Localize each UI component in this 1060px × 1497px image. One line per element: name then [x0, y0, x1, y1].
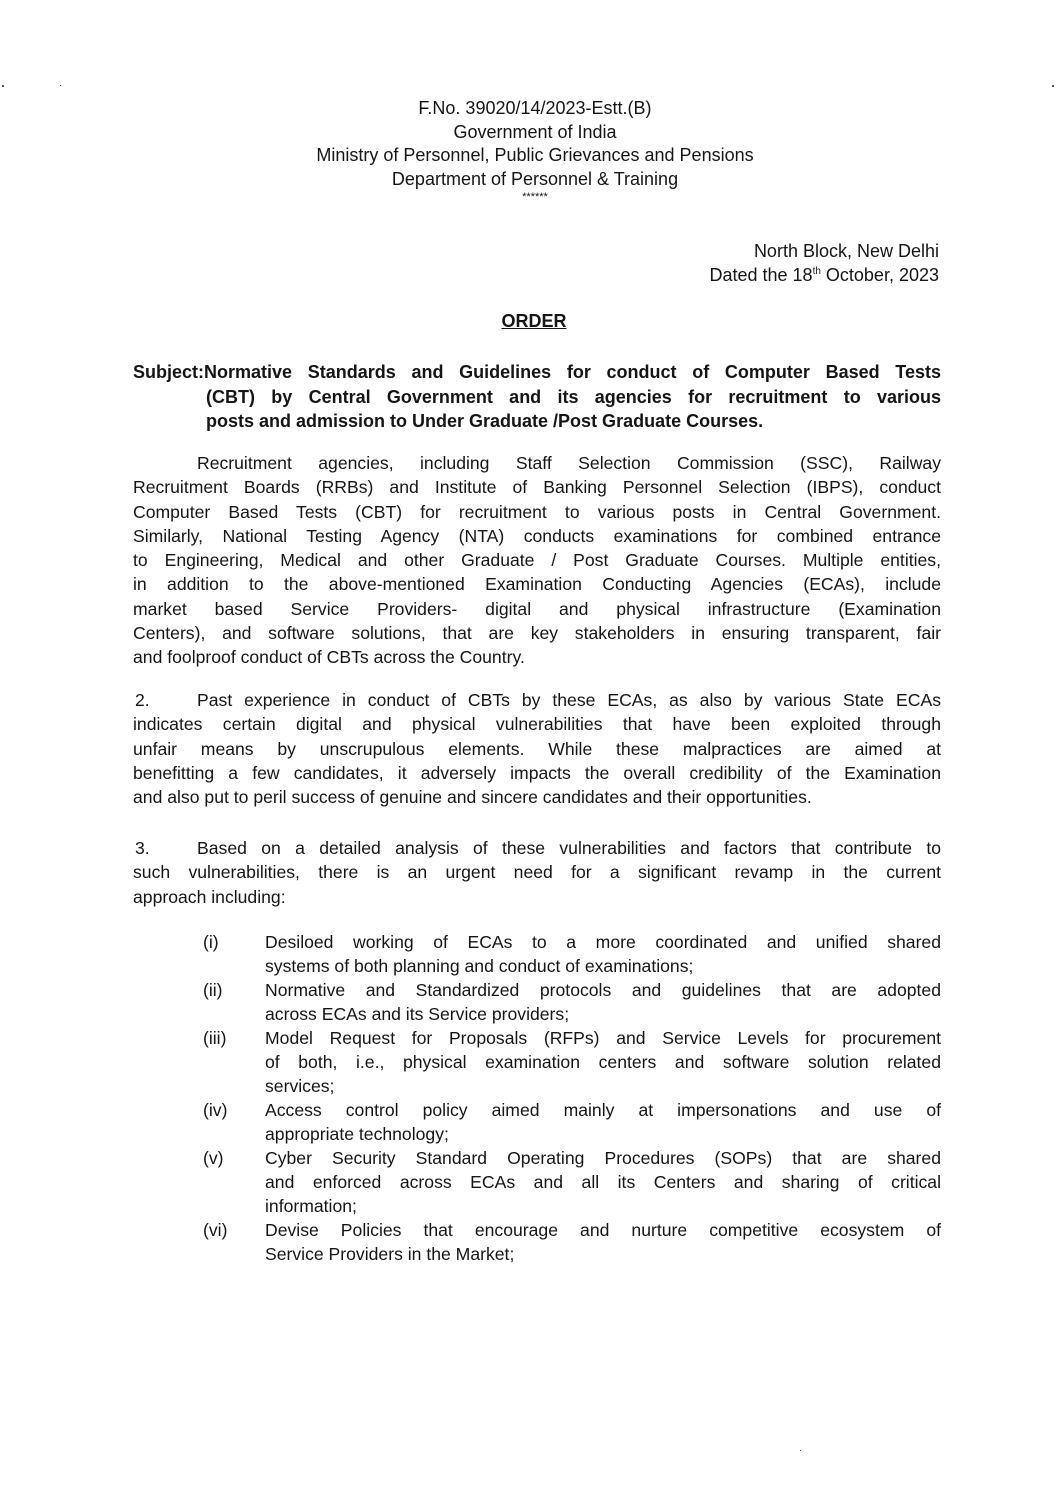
- government-name: Government of India: [453, 121, 617, 142]
- date-prefix: Dated the 18: [709, 265, 813, 285]
- text-line: unfair means by unscrupulous elements. While these malpractices are aimed at: [133, 738, 941, 759]
- text-line: Based on a detailed analysis of these vulnerabilities and factors that contribute to: [197, 838, 941, 858]
- date-superscript: th: [812, 266, 821, 277]
- scan-speck: [800, 1450, 801, 1451]
- text-line: Similarly, National Testing Agency (NTA) conducts examinations for combined entrance: [133, 525, 941, 546]
- text-line: Access control policy aimed mainly at impersonations and use of: [265, 1100, 941, 1120]
- text-line: and enforced across ECAs and all its Centers and sharing of critical: [265, 1172, 941, 1192]
- text-line: Service Providers in the Market;: [265, 1244, 515, 1264]
- list-label: (i): [203, 932, 219, 952]
- text-line: information;: [265, 1196, 357, 1216]
- list-item: [203, 1026, 941, 1098]
- list-item: [203, 1146, 941, 1218]
- text-line: appropriate technology;: [265, 1124, 449, 1144]
- text-line: Cyber Security Standard Operating Procedures (SOPs) that are shared: [265, 1148, 941, 1168]
- paragraph-3: [133, 836, 941, 909]
- paragraph-number: 3.: [135, 838, 150, 858]
- subject-line: Subject:Normative Standards and Guidelines for conduct of Computer Based Tests: [133, 362, 941, 382]
- approach-list: [203, 930, 941, 1266]
- text-line: Recruitment agencies, including Staff Selection Commission (SSC), Railway: [197, 453, 941, 473]
- document-title: ORDER: [501, 311, 567, 331]
- text-line: to Engineering, Medical and other Graduate / Post Graduate Courses. Multiple entities,: [133, 550, 941, 571]
- subject-line: (CBT) by Central Government and its agencies for recruitment to various: [206, 386, 941, 407]
- list-label: (iii): [203, 1028, 227, 1048]
- text-line: Past experience in conduct of CBTs by these ECAs, as also by various State ECAs: [197, 690, 941, 710]
- date-suffix: October, 2023: [820, 265, 939, 285]
- subject-line: posts and admission to Under Graduate /Post Graduate Courses.: [206, 411, 764, 431]
- list-item: [203, 1098, 941, 1146]
- text-line: in addition to the above-mentioned Examination Conducting Agencies (ECAs), include: [133, 574, 941, 595]
- paragraph-number: 2.: [135, 690, 150, 710]
- list-label: (v): [203, 1148, 224, 1168]
- subject: [133, 360, 941, 434]
- list-label: (vi): [203, 1220, 228, 1240]
- text-line: across ECAs and its Service providers;: [265, 1004, 570, 1024]
- place: North Block, New Delhi: [753, 241, 939, 261]
- separator: ******: [522, 191, 548, 203]
- list-label: (ii): [203, 980, 223, 1000]
- text-line: benefitting a few candidates, it adversely impacts the overall credibility of the Examination: [133, 762, 941, 783]
- list-item: [203, 1218, 941, 1266]
- text-line: indicates certain digital and physical vulnerabilities that have been exploited through: [133, 714, 941, 735]
- text-line: services;: [265, 1076, 335, 1096]
- text-line: of both, i.e., physical examination centers and software solution related: [265, 1052, 941, 1072]
- file-number: F.No. 39020/14/2023-Estt.(B): [418, 98, 652, 118]
- text-line: Centers), and software solutions, that are key stakeholders in ensuring transparent, fair: [133, 623, 941, 644]
- text-line: systems of both planning and conduct of examinations;: [265, 956, 694, 976]
- text-line: approach including:: [133, 886, 286, 907]
- place-date-block: [709, 239, 939, 287]
- text-line: Desiloed working of ECAs to a more coordinated and unified shared: [265, 932, 941, 952]
- text-line: Normative and Standardized protocols and guidelines that are adopted: [265, 980, 941, 1000]
- letterhead: [0, 97, 1060, 203]
- scan-speck: [1052, 85, 1054, 87]
- text-line: and foolproof conduct of CBTs across the Country.: [133, 647, 525, 668]
- scan-speck: [2, 85, 4, 87]
- date: [709, 263, 939, 287]
- paragraph-1: [133, 451, 941, 670]
- text-line: Computer Based Tests (CBT) for recruitment to various posts in Central Government.: [133, 501, 941, 522]
- text-line: market based Service Providers- digital and physical infrastructure (Examination: [133, 598, 941, 619]
- list-label: (iv): [203, 1100, 228, 1120]
- department-name: Department of Personnel & Training: [391, 168, 679, 189]
- list-item: [203, 930, 941, 978]
- text-line: Recruitment Boards (RRBs) and Institute of Banking Personnel Selection (IBPS), conduct: [133, 477, 941, 498]
- paragraph-2: [133, 688, 941, 809]
- text-line: Model Request for Proposals (RFPs) and Service Levels for procurement: [265, 1028, 941, 1048]
- ministry-name: Ministry of Personnel, Public Grievances and Pensions: [316, 145, 754, 165]
- text-line: such vulnerabilities, there is an urgent need for a significant revamp in the current: [133, 862, 941, 883]
- text-line: and also put to peril success of genuine and sincere candidates and their opportunities.: [133, 787, 812, 808]
- scan-speck: [60, 85, 61, 86]
- text-line: Devise Policies that encourage and nurture competitive ecosystem of: [265, 1220, 941, 1240]
- list-item: [203, 978, 941, 1026]
